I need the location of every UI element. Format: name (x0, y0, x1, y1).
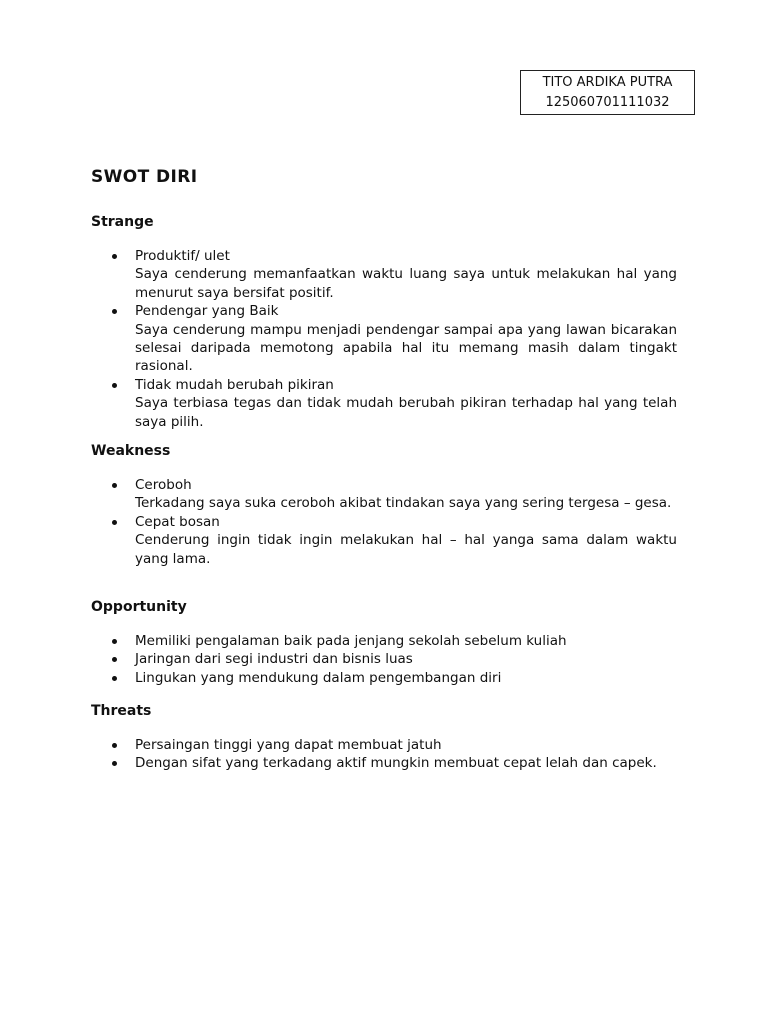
item-description: Saya cenderung mampu menjadi pendengar sampai apa yang lawan bicarakan selesai daripada memotong apabila hal itu memang masih dalam tingakt rasional. (135, 321, 677, 375)
bullet-icon (112, 761, 117, 766)
list-item (91, 476, 677, 513)
list-item (91, 513, 677, 568)
bullet-icon (112, 483, 117, 488)
item-title: Persaingan tinggi yang dapat membuat jatuh (135, 737, 442, 753)
list-item (91, 754, 677, 772)
list-item (91, 650, 677, 668)
list-item (91, 302, 677, 376)
item-description: Saya terbiasa tegas dan tidak mudah berubah pikiran terhadap hal yang telah saya pilih. (135, 395, 677, 430)
student-id-number: 125060701111032 (545, 95, 670, 110)
item-title: Cepat bosan (135, 513, 220, 530)
student-name: TITO ARDIKA PUTRA (542, 75, 673, 90)
bullet-icon (112, 254, 117, 259)
list-item (91, 247, 677, 302)
weakness-list (91, 476, 677, 568)
opportunity-list (91, 632, 677, 687)
section-weakness (91, 442, 677, 568)
threats-list (91, 736, 677, 773)
item-description: Saya cenderung memanfaatkan waktu luang saya untuk melakukan hal yang menurut saya bersifat positif. (135, 266, 677, 301)
document-title: SWOT DIRI (91, 167, 198, 187)
item-title: Produktif/ ulet (135, 248, 230, 264)
item-description: Cenderung ingin tidak ingin melakukan hal – hal yanga sama dalam waktu yang lama. (135, 532, 677, 567)
list-item (91, 632, 677, 650)
section-heading-strengths: Strange (91, 214, 154, 230)
section-heading-opportunity: Opportunity (91, 599, 187, 615)
section-opportunity (91, 598, 677, 687)
bullet-icon (112, 743, 117, 748)
item-description: Terkadang saya suka ceroboh akibat tindakan saya yang sering tergesa – gesa. (135, 495, 672, 512)
item-title: Pendengar yang Baik (135, 303, 279, 320)
bullet-icon (112, 383, 117, 388)
section-heading-threats: Threats (91, 703, 152, 719)
list-item (91, 376, 677, 431)
student-id-box (520, 70, 695, 115)
section-threats (91, 702, 677, 773)
bullet-icon (112, 639, 117, 644)
item-title: Lingukan yang mendukung dalam pengembangan diri (135, 669, 502, 686)
item-title: Memiliki pengalaman baik pada jenjang sekolah sebelum kuliah (135, 633, 567, 649)
bullet-icon (112, 520, 117, 525)
bullet-icon (112, 309, 117, 314)
section-heading-weakness: Weakness (91, 443, 171, 459)
item-title: Tidak mudah berubah pikiran (135, 376, 334, 393)
strengths-list (91, 247, 677, 431)
list-item (91, 736, 677, 754)
item-title: Jaringan dari segi industri dan bisnis luas (135, 651, 413, 668)
bullet-icon (112, 657, 117, 662)
bullet-icon (112, 676, 117, 681)
section-strengths (91, 213, 677, 431)
item-title: Dengan sifat yang terkadang aktif mungkin membuat cepat lelah dan capek. (135, 755, 657, 772)
list-item (91, 669, 677, 687)
item-title: Ceroboh (135, 477, 192, 493)
